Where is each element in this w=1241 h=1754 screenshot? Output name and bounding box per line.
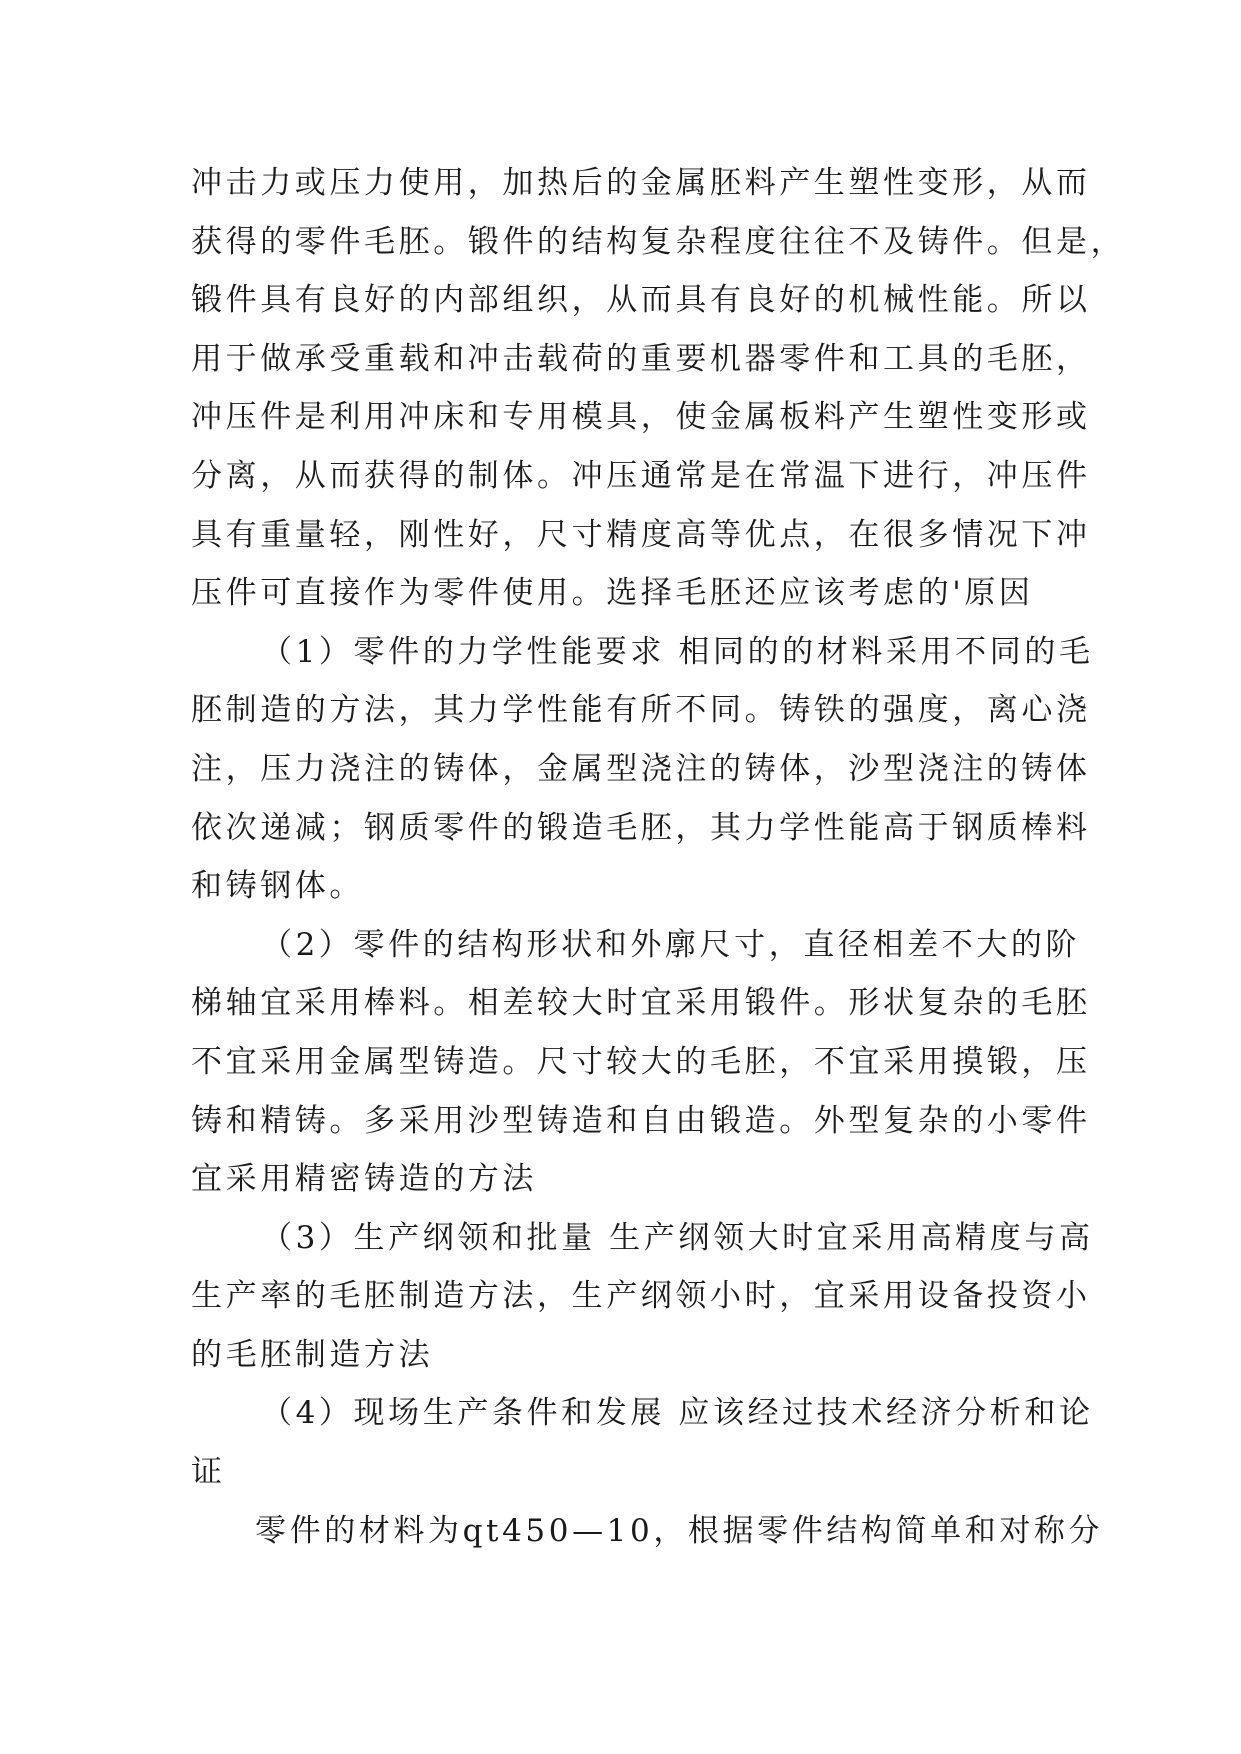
document-body <box>191 154 1126 1560</box>
text-line: 依次递减；钢质零件的锻造毛胚，其力学性能高于钢质棒料 <box>191 809 1091 846</box>
text-line: 生产率的毛胚制造方法，生产纲领小时，宜采用设备投资小 <box>191 1278 1091 1315</box>
text-line: 锻件具有良好的内部组织，从而具有良好的机械性能。所以 <box>191 282 1091 319</box>
text-line: 胚制造的方法，其力学性能有所不同。铸铁的强度，离心浇 <box>191 692 1091 729</box>
text-line: 证 <box>191 1454 226 1491</box>
text-line: 压件可直接作为零件使用。选择毛胚还应该考虑的'原因 <box>191 575 1034 612</box>
text-line: 冲击力或压力使用，加热后的金属胚料产生塑性变形，从而 <box>191 165 1091 201</box>
text-line: 具有重量轻，刚性好，尺寸精度高等优点，在很多情况下冲 <box>191 516 1091 553</box>
text-line: 分离，从而获得的制体。冲压通常是在常温下进行，冲压件 <box>191 457 1091 494</box>
text-line: 冲压件是利用冲床和专用模具，使金属板料产生塑性变形或 <box>191 399 1091 436</box>
text-line: 宜采用精密铸造的方法 <box>191 1161 537 1198</box>
text-line: 注，压力浇注的铸体，金属型浇注的铸体，沙型浇注的铸体 <box>191 750 1091 787</box>
text-line: 和铸钢体。 <box>191 868 364 905</box>
text-line: 的毛胚制造方法 <box>191 1336 434 1373</box>
paragraph-start-4: （4）现场生产条件和发展 应该经过技术经济分析和论 <box>261 1395 1094 1432</box>
text-line: 不宜采用金属型铸造。尺寸较大的毛胚，不宜采用摸锻，压 <box>191 1043 1091 1080</box>
text-line: 铸和精铸。多采用沙型铸造和自由锻造。外型复杂的小零件 <box>191 1102 1091 1139</box>
paragraph-start-1: （1）零件的力学性能要求 相同的的材料采用不同的毛 <box>261 633 1094 670</box>
paragraph-start-3: （3）生产纲领和批量 生产纲领大时宜采用高精度与高 <box>261 1219 1094 1256</box>
paragraph-start-5: 零件的材料为qt450—10，根据零件结构简单和对称分 <box>255 1512 1104 1549</box>
text-line: 获得的零件毛胚。锻件的结构复杂程度往往不及铸件。但是， <box>191 223 1126 260</box>
text-line: 梯轴宜采用棒料。相差较大时宜采用锻件。形状复杂的毛胚 <box>191 985 1091 1022</box>
paragraph-start-2: （2）零件的结构形状和外廓尺寸，直径相差不大的阶 <box>261 926 1081 963</box>
text-line: 用于做承受重载和冲击载荷的重要机器零件和工具的毛胚， <box>191 340 1091 377</box>
